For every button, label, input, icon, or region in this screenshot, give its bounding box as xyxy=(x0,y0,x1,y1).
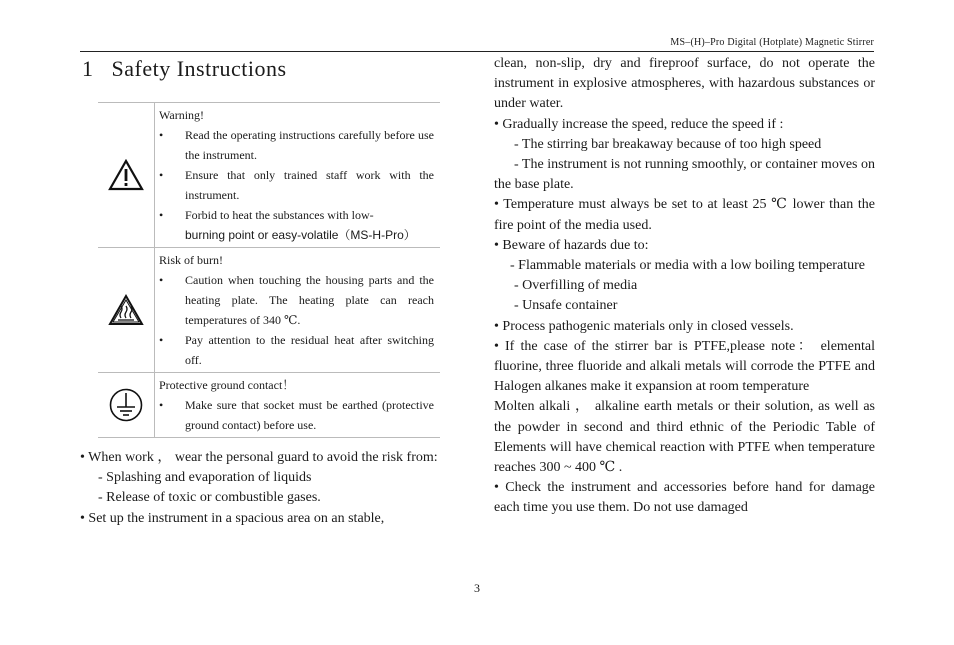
dash-item: - Overfilling of media xyxy=(514,278,638,294)
paragraph: • Gradually increase the speed, reduce the speed if : xyxy=(494,116,784,132)
section-title xyxy=(82,56,287,82)
section-title-text: Safety Instructions xyxy=(111,56,287,81)
ground-heading: Protective ground contact！ xyxy=(159,378,295,392)
dash-item: - Unsafe container xyxy=(514,298,618,314)
list-item: • Ensure that only trained staff work with the instrument. xyxy=(159,168,434,202)
list-item: • Pay attention to the residual heat after switching off. xyxy=(159,333,434,367)
section-number: 1 xyxy=(82,56,94,81)
warning-text-cell xyxy=(155,103,441,248)
ground-text-cell xyxy=(155,373,441,438)
warning-row xyxy=(98,103,440,248)
protective-ground-icon xyxy=(108,387,144,423)
list-item: • Make sure that socket must be earthed (protective ground contact) before use. xyxy=(159,398,434,432)
left-column-text xyxy=(80,448,460,529)
paragraph: • Temperature must always be set to at least 25 ℃ lower than the fire point of the media used. xyxy=(494,197,875,233)
ground-row xyxy=(98,373,440,438)
hot-surface-icon xyxy=(108,294,144,326)
running-header: MS–(H)–Pro Digital (Hotplate) Magnetic Stirrer xyxy=(80,37,874,52)
paragraph: • Check the instrument and accessories before hand for damage each time you use them. Do not use damaged xyxy=(494,480,875,516)
paragraph: • Process pathogenic materials only in closed vessels. xyxy=(494,318,794,334)
dash-item: - Flammable materials or media with a low boiling temperature xyxy=(510,258,865,274)
paragraph: • Set up the instrument in a spacious area on an stable, xyxy=(80,510,385,526)
burn-text-cell xyxy=(155,248,441,373)
page-number: 3 xyxy=(474,581,480,595)
dash-item: - Splashing and evaporation of liquids xyxy=(98,470,312,486)
warning-triangle-icon xyxy=(108,159,144,191)
paragraph: • When work ， wear the personal guard to avoid the risk from: xyxy=(80,450,438,465)
list-item: • Caution when touching the housing parts and the heating plate. The heating plate can reach temperatures of 340 ℃. xyxy=(159,273,434,327)
dash-item: - The instrument is not running smoothly, or container moves on the base plate. xyxy=(494,157,875,193)
dash-item: - The stirring bar breakaway because of too high speed xyxy=(514,136,822,152)
warning-heading: Warning! xyxy=(159,108,205,122)
burn-icon-cell xyxy=(98,248,155,373)
burn-row xyxy=(98,248,440,373)
burn-heading: Risk of burn! xyxy=(159,253,223,267)
ground-icon-cell xyxy=(98,373,155,438)
warning-icon-cell xyxy=(98,103,155,248)
list-item-continued: burning point or easy-volatile（MS-H-Pro） xyxy=(185,228,416,242)
paragraph: Molten alkali ， alkaline earth metals or their solution, as well as the powder in second and third ethnic of the Periodic Table of Elements will have chemical reaction with PTFE when temperature reaches 300 ~ 400 ℃ . xyxy=(494,399,875,476)
list-item: • Read the operating instructions carefully before use the instrument. xyxy=(159,128,434,162)
paragraph: • Beware of hazards due to: xyxy=(494,237,649,253)
right-column-text xyxy=(494,54,875,519)
paragraph: clean, non-slip, dry and fireproof surface, do not operate the instrument in explosive atmospheres, with hazardous substances or under water. xyxy=(494,56,875,112)
safety-symbols-table xyxy=(98,102,440,438)
dash-item: - Release of toxic or combustible gases. xyxy=(98,490,321,506)
paragraph: • If the case of the stirrer bar is PTFE,please note： elemental fluorine, three fluoride and alkali metals will corrode the PTFE and Halogen alkanes make it expansion at room temperature xyxy=(494,338,875,395)
list-item: • Forbid to heat the substances with low- xyxy=(159,208,374,222)
